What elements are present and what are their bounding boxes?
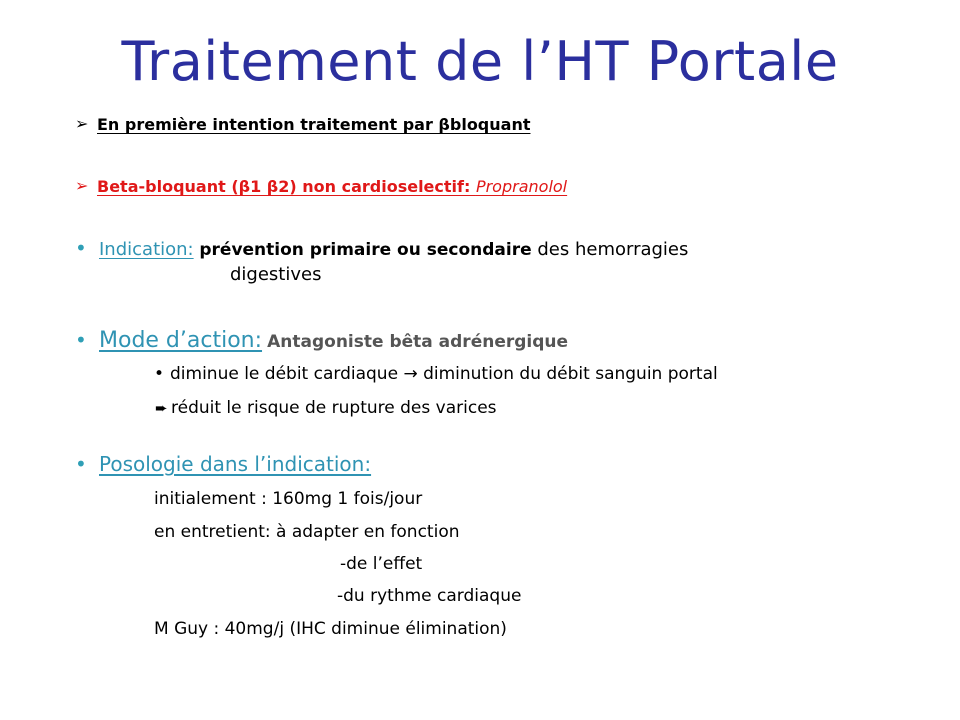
- bullet-mode-action: [75, 328, 568, 353]
- slide-title: Traitement de l’HT Portale: [121, 30, 839, 93]
- beta-blocker-text: Beta-bloquant (β1 β2) non cardioselectif:: [97, 177, 476, 196]
- posologie-line-rhythm: -du rythme cardiaque: [337, 586, 522, 606]
- bullet-beta-blocker: [75, 176, 567, 196]
- drug-name: Propranolol: [475, 177, 568, 196]
- indication-continuation: digestives: [230, 264, 322, 285]
- indication-bold-text: prévention primaire ou secondaire: [199, 240, 532, 260]
- posologie-label: Posologie dans l’indication:: [99, 452, 372, 476]
- posologie-line-maintenance: en entretient: à adapter en fonction: [154, 522, 460, 542]
- double-arrow-icon: ➨: [155, 399, 168, 417]
- bullet-indication: [75, 236, 688, 260]
- varices-text: réduit le risque de rupture des varices: [171, 398, 497, 418]
- bullet-first-intention: [75, 114, 530, 134]
- bullet-dot-icon: •: [75, 236, 87, 260]
- sub-bullet-varices: [155, 398, 497, 418]
- mode-action-label: Mode d’action:: [99, 328, 263, 353]
- bullet-dot-icon: •: [75, 452, 87, 476]
- sub-bullet-cardiac: [154, 364, 718, 384]
- posologie-line-m-guy: M Guy : 40mg/j (IHC diminue élimination): [154, 619, 507, 639]
- bullet-posologie: [75, 452, 371, 476]
- posologie-line-effect: -de l’effet: [340, 554, 423, 574]
- sub-bullet-dot-icon: •: [154, 364, 165, 384]
- bullet-dot-icon: •: [75, 328, 87, 352]
- first-intention-text: En première intention traitement par βbloquant: [97, 115, 531, 134]
- cardiac-output-text: diminue le débit cardiaque → diminution du débit sanguin portal: [170, 364, 718, 384]
- arrow-bullet-icon: ➢: [75, 176, 89, 195]
- posologie-line-initial: initialement : 160mg 1 fois/jour: [154, 489, 423, 509]
- arrow-bullet-icon: ➢: [75, 114, 89, 133]
- mode-action-text: Antagoniste bêta adrénergique: [267, 332, 569, 352]
- indication-label: Indication:: [99, 239, 194, 260]
- indication-rest-text: des hemorragies: [537, 239, 689, 260]
